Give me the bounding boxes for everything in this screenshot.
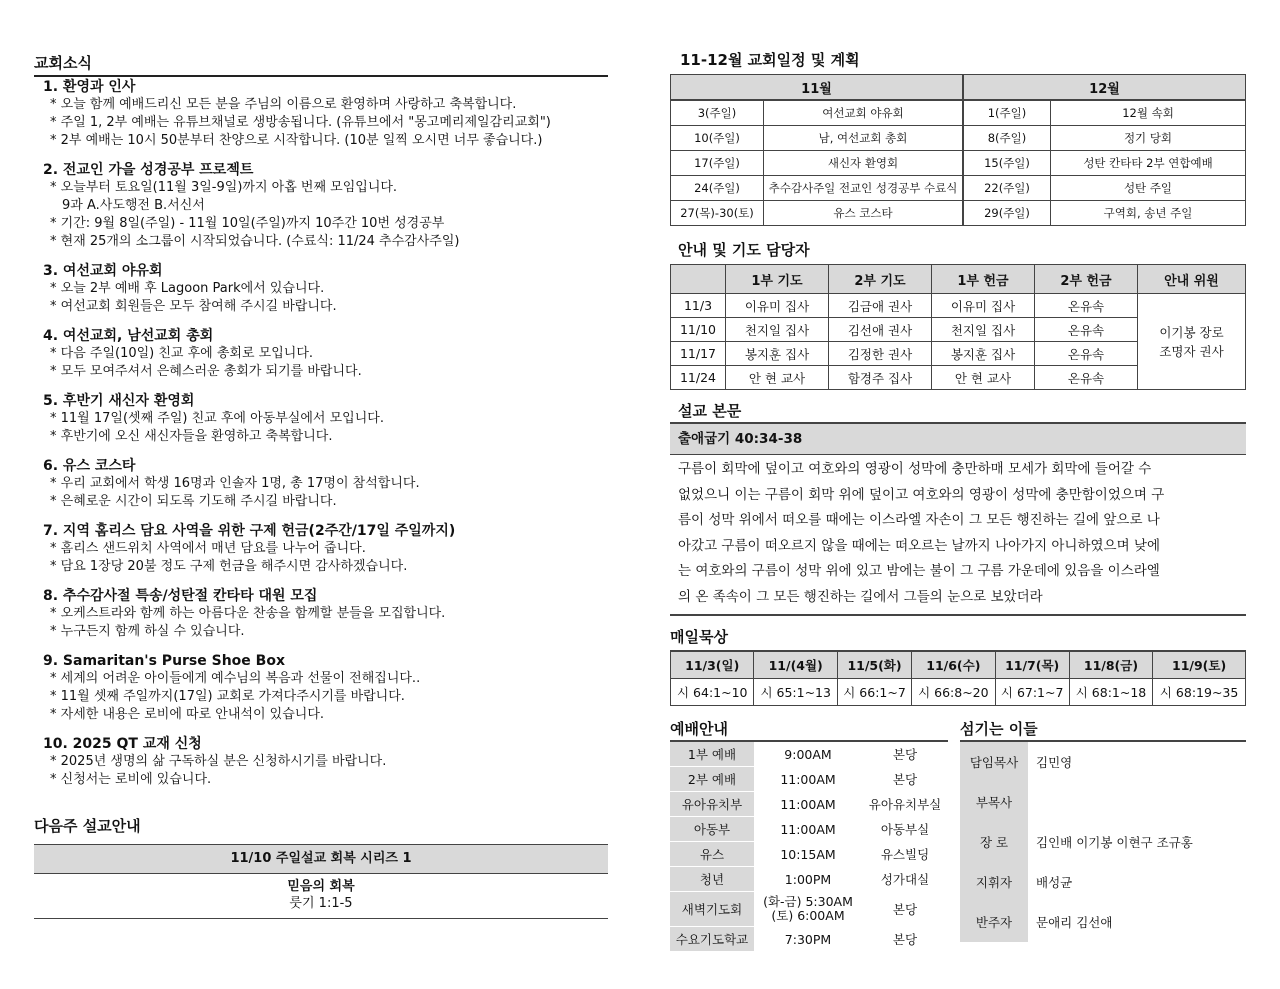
duty-title: 안내 및 기도 담당자	[678, 241, 810, 259]
worship-name: 유스	[670, 842, 754, 867]
worship-name: 유아유치부	[670, 792, 754, 817]
worship-place: 본당	[862, 741, 948, 767]
worship-row	[670, 892, 948, 927]
worship-name: 수요기도학교	[670, 927, 754, 952]
worship-time: 11:00AM	[754, 792, 862, 817]
worship-time: 1:00PM	[754, 867, 862, 892]
worship-place: 본당	[862, 767, 948, 792]
duty-offering-2: 온유속	[1035, 366, 1138, 390]
duty-offering-1: 안 현 교사	[932, 366, 1035, 390]
right-column	[670, 48, 1246, 947]
worship-row	[670, 792, 948, 817]
duty-table	[670, 264, 1246, 390]
servers-row	[960, 822, 1246, 862]
schedule-date: 22(주일)	[963, 176, 1051, 201]
news-line: * 여선교회 회원들은 모두 참여해 주시길 바랍니다.	[50, 299, 337, 314]
duty-prayer-2: 김금애 권사	[829, 294, 932, 318]
schedule-date: 24(주일)	[671, 176, 764, 201]
duty-offering-1: 이유미 집사	[932, 294, 1035, 318]
schedule-date: 8(주일)	[963, 126, 1051, 151]
servers-role: 장 로	[960, 822, 1028, 862]
duty-guide-name: 이기봉 장로	[1159, 324, 1224, 340]
schedule-event: 구역회, 송년 주일	[1051, 201, 1246, 226]
worship-place: 본당	[862, 927, 948, 952]
meditation-day: 11/3(일)	[671, 651, 754, 679]
duty-header: 1부 헌금	[932, 265, 1035, 294]
meditation-verse: 시 68:1~18	[1069, 679, 1152, 706]
servers-names	[1028, 782, 1246, 822]
bottom-area	[670, 718, 1246, 947]
sermon-line: 름이 성막 위에서 떠오를 때에는 이스라엘 자손이 그 모든 행진하는 길에 앞으로 나	[678, 512, 1160, 528]
worship-section	[670, 718, 948, 952]
duty-offering-2: 온유속	[1035, 342, 1138, 366]
duty-offering-1: 천지일 집사	[932, 318, 1035, 342]
news-line: * 은혜로운 시간이 되도록 기도해 주시길 바랍니다.	[50, 494, 337, 509]
meditation-day: 11/8(금)	[1069, 651, 1152, 679]
meditation-verse: 시 68:19~35	[1153, 679, 1246, 706]
news-line: * 2부 예배는 10시 50분부터 찬양으로 시작합니다. (10분 일찍 오시면 너무 좋습니다.)	[50, 133, 543, 148]
duty-date: 11/10	[671, 318, 726, 342]
news-item-title: 7. 지역 홈리스 담요 사역을 위한 구제 헌금(2주간/17일 주일까지)	[43, 523, 456, 539]
duty-prayer-2: 김선애 권사	[829, 318, 932, 342]
duty-row	[671, 294, 1246, 318]
servers-role: 담임목사	[960, 741, 1028, 782]
news-line: * 11월 17일(셋째 주일) 친교 후에 아동부실에서 모입니다.	[50, 411, 384, 426]
news-item-title: 6. 유스 코스타	[43, 458, 136, 474]
servers-row	[960, 862, 1246, 902]
servers-role: 부목사	[960, 782, 1028, 822]
schedule-date: 10(주일)	[671, 126, 764, 151]
worship-place: 아동부실	[862, 817, 948, 842]
next-sermon-subject: 믿음의 회복	[287, 879, 355, 894]
worship-time-line: (화-금) 5:30AM	[763, 894, 853, 909]
worship-name: 새벽기도회	[670, 892, 754, 927]
schedule-event: 성탄 칸타타 2부 연합예배	[1051, 151, 1246, 176]
news-line: * 오늘 2부 예배 후 Lagoon Park에서 있습니다.	[50, 281, 325, 296]
duty-offering-1: 봉지훈 집사	[932, 342, 1035, 366]
duty-prayer-1: 봉지훈 집사	[726, 342, 829, 366]
news-line: * 신청서는 로비에 있습니다.	[50, 772, 212, 787]
servers-row	[960, 902, 1246, 942]
worship-row	[670, 817, 948, 842]
schedule-date: 17(주일)	[671, 151, 764, 176]
schedule-table	[670, 74, 1246, 226]
meditation-verse: 시 65:1~13	[754, 679, 837, 706]
news-item	[34, 588, 608, 641]
worship-name: 1부 예배	[670, 741, 754, 767]
news-item	[34, 736, 608, 789]
duty-guides	[1138, 294, 1246, 390]
news-item	[34, 263, 608, 316]
schedule-date: 1(주일)	[963, 100, 1051, 126]
worship-place: 유아유치부실	[862, 792, 948, 817]
servers-table	[960, 740, 1246, 942]
news-item	[34, 458, 608, 511]
sermon-reference: 출애굽기 40:34-38	[670, 422, 1246, 455]
news-line: * 오늘 함께 예배드리신 모든 분을 주님의 이름으로 환영하며 사랑하고 축복합니다.	[50, 97, 517, 112]
servers-role: 반주자	[960, 902, 1028, 942]
news-item-title: 9. Samaritan's Purse Shoe Box	[43, 653, 285, 669]
schedule-col-dec: 12월	[963, 75, 1246, 101]
meditation-verse: 시 66:8~20	[912, 679, 995, 706]
duty-prayer-2: 김정한 권사	[829, 342, 932, 366]
meditation-day: 11/7(목)	[995, 651, 1069, 679]
duty-offering-2: 온유속	[1035, 318, 1138, 342]
news-title: 교회소식	[34, 52, 608, 77]
sermon-text	[670, 455, 1246, 616]
worship-row	[670, 927, 948, 952]
schedule-date: 15(주일)	[963, 151, 1051, 176]
worship-time: 7:30PM	[754, 927, 862, 952]
news-item-title: 4. 여선교회, 남선교회 총회	[43, 328, 214, 344]
servers-names: 김민영	[1036, 755, 1073, 770]
news-item	[34, 393, 608, 446]
duty-header	[671, 265, 726, 294]
news-line: * 현재 25개의 소그룹이 시작되었습니다. (수료식: 11/24 추수감사주일)	[50, 234, 460, 249]
next-sermon	[34, 815, 608, 919]
worship-row	[670, 741, 948, 767]
schedule-row	[671, 201, 1246, 226]
duty-header: 2부 헌금	[1035, 265, 1138, 294]
schedule-row	[671, 100, 1246, 126]
sermon-line: 의 온 족속이 그 모든 행진하는 길에서 그들의 눈으로 보았더라	[678, 588, 1043, 605]
schedule-row	[671, 176, 1246, 201]
servers-section	[960, 718, 1246, 942]
sermon-line: 구름이 회막에 덮이고 여호와의 영광이 성막에 충만하매 모세가 회막에 들어갈 수	[678, 461, 1152, 477]
duty-date: 11/17	[671, 342, 726, 366]
duty-prayer-1: 안 현 교사	[726, 366, 829, 390]
news-line: * 오늘부터 토요일(11월 3일-9일)까지 아홉 번째 모임입니다.	[50, 180, 398, 195]
news-line: * 자세한 내용은 로비에 따로 안내석이 있습니다.	[50, 707, 325, 722]
news-line: * 누구든지 함께 하실 수 있습니다.	[50, 624, 245, 639]
worship-table	[670, 740, 948, 952]
meditation-day: 11/5(화)	[837, 651, 911, 679]
servers-row	[960, 782, 1246, 822]
schedule-col-nov: 11월	[671, 75, 964, 101]
news-line: * 홈리스 샌드위치 사역에서 매년 담요를 나누어 줍니다.	[50, 541, 366, 556]
worship-time: 11:00AM	[754, 767, 862, 792]
duty-header: 1부 기도	[726, 265, 829, 294]
worship-place: 유스빌딩	[862, 842, 948, 867]
duty-prayer-2: 함경주 집사	[829, 366, 932, 390]
news-item-title: 1. 환영과 인사	[43, 79, 136, 95]
schedule-date: 29(주일)	[963, 201, 1051, 226]
schedule-event: 새신자 환영회	[764, 151, 964, 176]
meditation-verse: 시 64:1~10	[671, 679, 754, 706]
duty-prayer-1: 천지일 집사	[726, 318, 829, 342]
schedule-title: 11-12월 교회일정 및 계획	[680, 51, 860, 69]
servers-role: 지휘자	[960, 862, 1028, 902]
news-line: * 11월 셋째 주일까지(17일) 교회로 가져다주시기를 바랍니다.	[50, 689, 405, 704]
duty-offering-2: 온유속	[1035, 294, 1138, 318]
news-line: 9과 A.사도행전 B.서신서	[62, 198, 205, 213]
next-sermon-body	[34, 874, 608, 919]
worship-place: 본당	[862, 892, 948, 927]
news-line: * 후반기에 오신 새신자들을 환영하고 축복합니다.	[50, 429, 333, 444]
schedule-event: 정기 당회	[1051, 126, 1246, 151]
news-line: * 담요 1장당 20불 정도 구제 헌금을 해주시면 감사하겠습니다.	[50, 559, 408, 574]
worship-name: 아동부	[670, 817, 754, 842]
servers-row	[960, 741, 1246, 782]
duty-header: 2부 기도	[829, 265, 932, 294]
meditation-day: 11/9(토)	[1153, 651, 1246, 679]
news-line: * 2025년 생명의 삶 구독하실 분은 신청하시기를 바랍니다.	[50, 754, 387, 769]
news-line: * 다음 주일(10일) 친교 후에 총회로 모입니다.	[50, 346, 314, 361]
schedule-event: 12월 속회	[1051, 100, 1246, 126]
worship-time	[754, 892, 862, 927]
news-item-title: 2. 전교인 가을 성경공부 프로젝트	[43, 162, 254, 178]
servers-title: 섬기는 이들	[960, 720, 1038, 738]
news-item-title: 3. 여선교회 야유회	[43, 263, 163, 279]
sermon-title: 설교 본문	[678, 402, 742, 420]
schedule-event: 성탄 주일	[1051, 176, 1246, 201]
schedule-date: 3(주일)	[671, 100, 764, 126]
news-line: * 주일 1, 2부 예배는 유튜브채널로 생방송됩니다. (유튜브에서 "몽고메리제일감리교회")	[50, 115, 551, 130]
schedule-event: 유스 코스타	[764, 201, 964, 226]
duty-prayer-1: 이유미 집사	[726, 294, 829, 318]
duty-guide-name: 조명자 권사	[1159, 343, 1224, 359]
schedule-date: 27(목)-30(토)	[671, 201, 764, 226]
schedule-event: 여선교회 야유회	[764, 100, 964, 126]
sermon-line: 는 여호와의 구름이 성막 위에 있고 밤에는 불이 그 구름 가운데에 있음을 이스라엘	[678, 563, 1160, 579]
servers-names: 문애리 김선애	[1036, 915, 1113, 930]
worship-place: 성가대실	[862, 867, 948, 892]
meditation-table	[670, 650, 1246, 706]
news-item-title: 8. 추수감사절 특송/성탄절 칸타타 대원 모집	[43, 588, 318, 604]
schedule-event: 추수감사주일 전교인 성경공부 수료식	[764, 176, 964, 201]
meditation-day: 11/(4월)	[754, 651, 837, 679]
worship-time-line: (토) 6:00AM	[771, 908, 845, 923]
news-item	[34, 162, 608, 251]
next-sermon-series: 11/10 주일설교 회복 시리즈 1	[34, 844, 608, 874]
duty-date: 11/3	[671, 294, 726, 318]
worship-time: 10:15AM	[754, 842, 862, 867]
news-item-title: 10. 2025 QT 교재 신청	[43, 736, 202, 752]
news-item	[34, 653, 608, 724]
schedule-row	[671, 151, 1246, 176]
news-item	[34, 328, 608, 381]
news-line: * 오케스트라와 함께 하는 아름다운 찬송을 함께할 분들을 모집합니다.	[50, 606, 446, 621]
sermon-line: 아갔고 구름이 떠오르지 않을 때에는 떠오르는 날까지 나아가지 아니하였으며 낮에	[678, 537, 1161, 554]
meditation-title: 매일묵상	[670, 628, 728, 646]
duty-date: 11/24	[671, 366, 726, 390]
next-sermon-title: 다음주 설교안내	[34, 817, 141, 835]
duty-header: 안내 위원	[1138, 265, 1246, 294]
worship-time: 9:00AM	[754, 741, 862, 767]
meditation-verse: 시 66:1~7	[837, 679, 911, 706]
next-sermon-scripture: 룻기 1:1-5	[289, 896, 353, 911]
servers-names: 김인배 이기봉 이현구 조규홍	[1036, 835, 1193, 850]
schedule-event: 남, 여선교회 총회	[764, 126, 964, 151]
news-line: * 기간: 9월 8일(주일) - 11월 10일(주일)까지 10주간 10번 성경공부	[50, 216, 445, 231]
news-item	[34, 79, 608, 150]
worship-name: 2부 예배	[670, 767, 754, 792]
worship-time: 11:00AM	[754, 817, 862, 842]
schedule-row	[671, 126, 1246, 151]
meditation-verse: 시 67:1~7	[995, 679, 1069, 706]
worship-row	[670, 842, 948, 867]
worship-name: 청년	[670, 867, 754, 892]
meditation-day: 11/6(수)	[912, 651, 995, 679]
news-list	[34, 79, 608, 789]
worship-row	[670, 767, 948, 792]
news-item-title: 5. 후반기 새신자 환영회	[43, 393, 195, 409]
news-line: * 우리 교회에서 학생 16명과 인솔자 1명, 총 17명이 참석합니다.	[50, 476, 420, 491]
news-line: * 모두 모여주셔서 은혜스러운 총회가 되기를 바랍니다.	[50, 364, 362, 379]
news-item	[34, 523, 608, 576]
news-line: * 세계의 어려운 아이들에게 예수님의 복음과 선물이 전해집니다..	[50, 671, 421, 686]
worship-row	[670, 867, 948, 892]
sermon-line: 없었으니 이는 구름이 회막 위에 덮이고 여호와의 영광이 성막에 충만함이었으며 구	[678, 486, 1165, 503]
left-column	[34, 52, 608, 919]
worship-title: 예배안내	[670, 720, 728, 738]
servers-names: 배성균	[1036, 875, 1073, 890]
